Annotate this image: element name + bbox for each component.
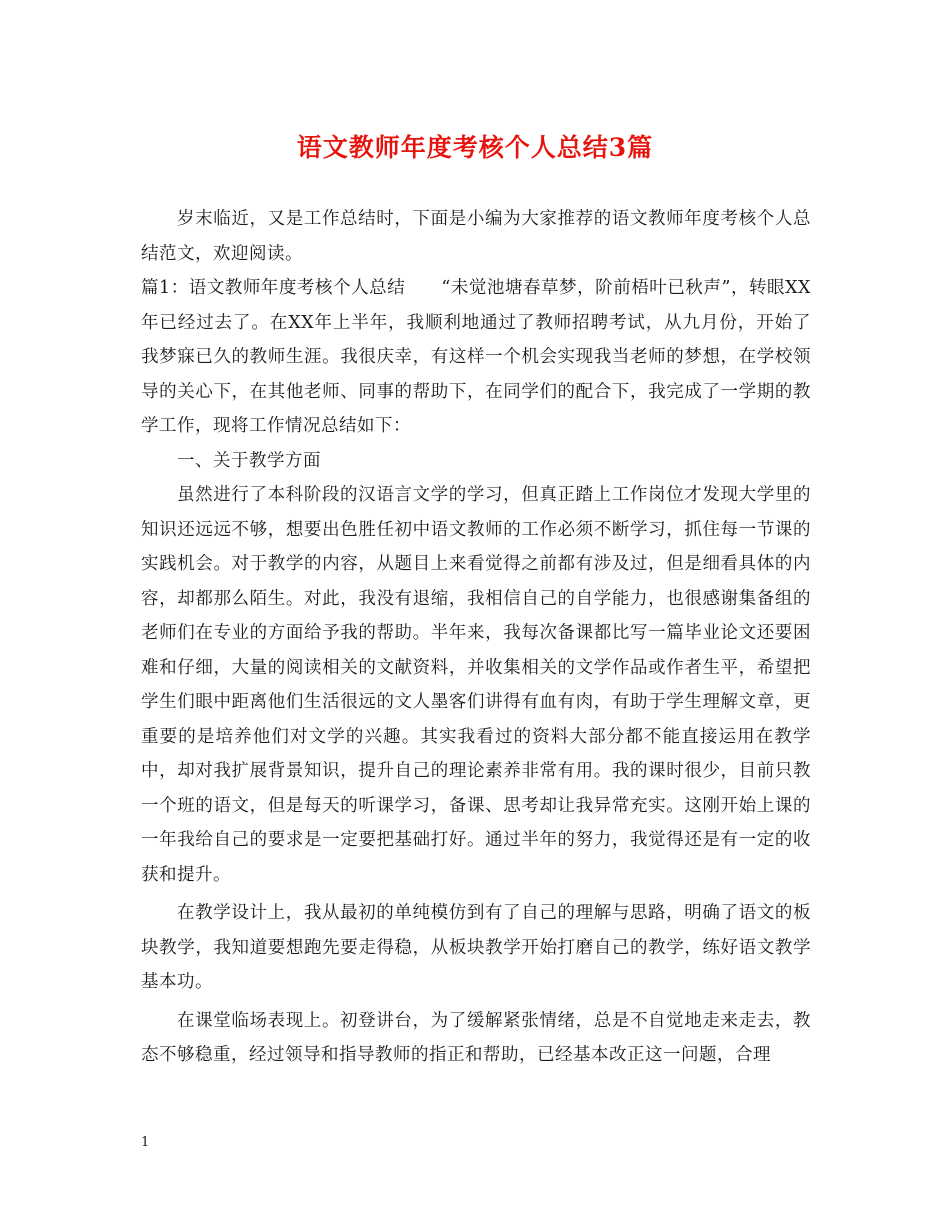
teaching-design-paragraph: 在教学设计上，我从最初的单纯模仿到有了自己的理解与思路，明确了语文的板块教学，我知道要想跑先要走得稳，从板块教学开始打磨自己的教学，练好语文教学基本功。: [141, 903, 811, 992]
section-heading-teaching: 一、关于教学方面: [177, 450, 321, 471]
page-number: 1: [141, 1135, 150, 1150]
classroom-performance-paragraph: 在课堂临场表现上。初登讲台，为了缓解紧张情绪，总是不自觉地走来走去，教态不够稳重，经过领导和指导教师的指正和帮助，已经基本改正这一问题，合理: [141, 1010, 811, 1065]
section-1-opening-paragraph: 篇1：语文教师年度考核个人总结 “未觉池塘春草梦，阶前梧叶已秋声”，转眼XX年已经过去了。在XX年上半年，我顺利地通过了教师招聘考试，从九月份，开始了我梦寐已久的教师生涯。我很庆幸，有这样一个机会实现我当老师的梦想，在学校领导的关心下，在其他老师、同事的帮助下，在同学们的配合下，我完成了一学期的教学工作，现将工作情况总结如下：: [141, 278, 811, 436]
document-title: 语文教师年度考核个人总结3篇: [296, 133, 654, 162]
teaching-paragraph: 虽然进行了本科阶段的汉语言文学的学习，但真正踏上工作岗位才发现大学里的知识还远远不够，想要出色胜任初中语文教师的工作必须不断学习，抓住每一节课的实践机会。对于教学的内容，从题目上来看觉得之前都有涉及过，但是细看具体的内容，却都那么陌生。对此，我没有退缩，我相信自己的自学能力，也很感谢集备组的老师们在专业的方面给予我的帮助。半年来，我每次备课都比写一篇毕业论文还要困难和仔细，大量的阅读相关的文献资料，并收集相关的文学作品或作者生平，希望把学生们眼中距离他们生活很远的文人墨客们讲得有血有肉，有助于学生理解文章，更重要的是培养他们对文学的兴趣。其实我看过的资料大部分都不能直接运用在教学中，却对我扩展背景知识，提升自己的理论素养非常有用。我的课时很少，目前只教一个班的语文，但是每天的听课学习，备课、思考却让我异常充实。这刚开始上课的一年我给自己的要求是一定要把基础打好。通过半年的努力，我觉得还是有一定的收获和提升。: [141, 485, 811, 885]
document-body: [141, 202, 811, 1073]
intro-paragraph: 岁末临近，又是工作总结时，下面是小编为大家推荐的语文教师年度考核个人总结范文，欢迎阅读。: [141, 209, 811, 264]
